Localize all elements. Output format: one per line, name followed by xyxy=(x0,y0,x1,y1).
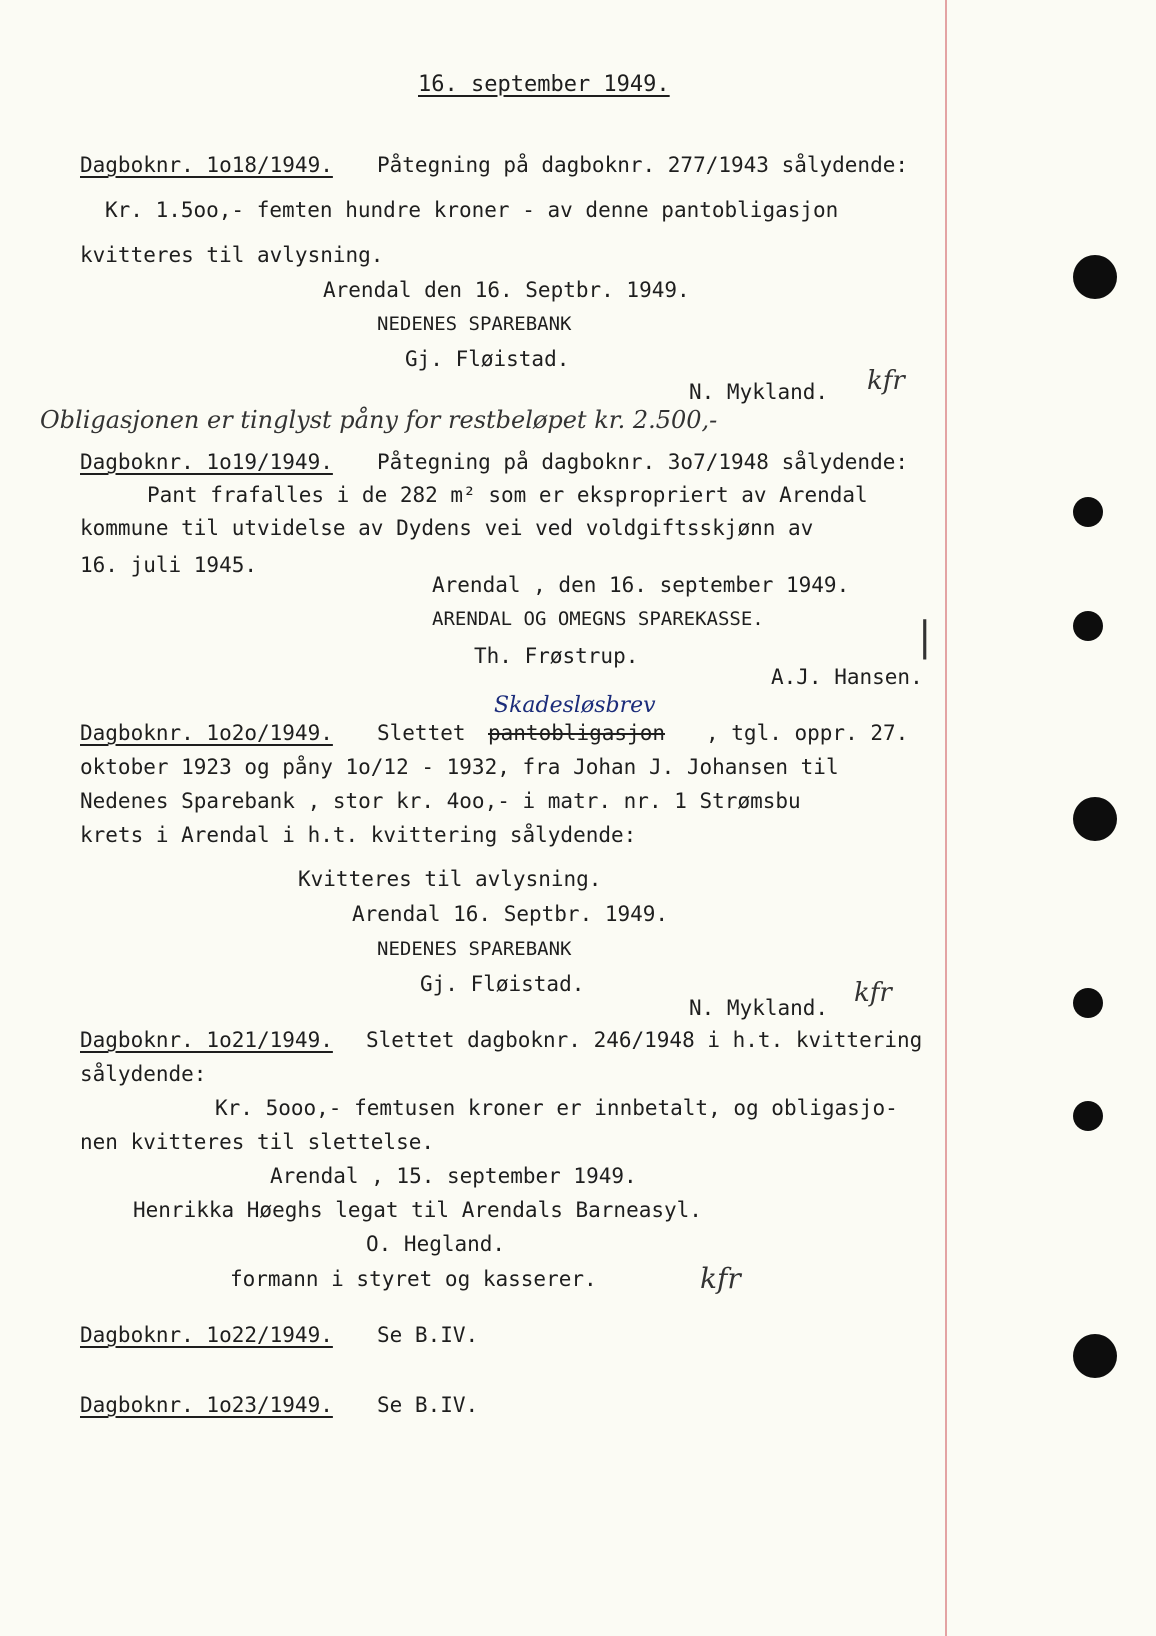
entry-number: Dagboknr. 1o22/1949. xyxy=(80,1323,333,1347)
punch-hole xyxy=(1073,797,1117,841)
handwritten-initials: kfr xyxy=(700,1262,741,1295)
punch-hole xyxy=(1073,1334,1117,1378)
entry-number: Dagboknr. 1o2o/1949. xyxy=(80,721,333,745)
punch-hole xyxy=(1073,988,1103,1018)
place-date: Arendal , 15. september 1949. xyxy=(270,1164,637,1188)
bank-name: ARENDAL OG OMEGNS SPAREKASSE. xyxy=(432,608,764,630)
signer: N. Mykland. xyxy=(689,380,829,404)
handwritten-mark: | xyxy=(918,614,932,660)
punch-hole xyxy=(1073,1101,1103,1131)
entry-line: oktober 1923 og påny 1o/12 - 1932, fra Johan J. Johansen til xyxy=(80,755,839,779)
signer: N. Mykland. xyxy=(689,996,829,1020)
entry-line: Kvitteres til avlysning. xyxy=(298,867,602,891)
entry-line: Kr. 5ooo,- femtusen kroner er innbetalt, og obligasjo- xyxy=(215,1096,898,1120)
signer: A.J. Hansen. xyxy=(771,665,923,689)
entry-line: kvitteres til avlysning. xyxy=(80,243,384,267)
entry-line: nen kvitteres til slettelse. xyxy=(80,1130,435,1154)
punch-hole xyxy=(1073,611,1103,641)
entry-line: Henrikka Høeghs legat til Arendals Barneasyl. xyxy=(133,1198,702,1222)
signer: O. Hegland. xyxy=(366,1232,506,1256)
handwritten-insertion: Skadesløsbrev xyxy=(494,693,656,718)
entry-line: sålydende: xyxy=(80,1062,207,1086)
signer: Gj. Fløistad. xyxy=(420,972,585,996)
bank-name: NEDENES SPAREBANK xyxy=(377,938,572,960)
entry-text: Slettet dagboknr. 246/1948 i h.t. kvittering xyxy=(366,1028,923,1052)
entry-text: , tgl. oppr. 27. xyxy=(706,721,909,745)
handwritten-note: Obligasjonen er tinglyst påny for restbeløpet kr. 2.500,- xyxy=(40,406,718,434)
bank-name: NEDENES SPAREBANK xyxy=(377,313,572,335)
entry-number: Dagboknr. 1o21/1949. xyxy=(80,1028,333,1052)
page-heading: 16. september 1949. xyxy=(418,72,670,97)
entry-text: Påtegning på dagboknr. 3o7/1948 sålydende: xyxy=(377,450,909,474)
entry-line: kommune til utvidelse av Dydens vei ved voldgiftsskjønn av xyxy=(80,516,814,540)
entry-text: Påtegning på dagboknr. 277/1943 sålydende: xyxy=(377,153,909,177)
handwritten-initials: kfr xyxy=(867,366,905,396)
signer: Th. Frøstrup. xyxy=(474,644,639,668)
entry-text: Slettet xyxy=(377,721,466,745)
entry-line: formann i styret og kasserer. xyxy=(230,1267,597,1291)
entry-number: Dagboknr. 1o19/1949. xyxy=(80,450,333,474)
entry-line: Kr. 1.5oo,- femten hundre kroner - av denne pantobligasjon xyxy=(105,198,839,222)
entry-line: Nedenes Sparebank , stor kr. 4oo,- i matr. nr. 1 Strømsbu xyxy=(80,789,801,813)
signer: Gj. Fløistad. xyxy=(405,347,570,371)
entry-number: Dagboknr. 1o18/1949. xyxy=(80,153,333,177)
handwritten-initials: kfr xyxy=(854,978,892,1008)
entry-text: Se B.IV. xyxy=(377,1323,479,1347)
punch-hole xyxy=(1073,497,1103,527)
place-date: Arendal , den 16. september 1949. xyxy=(432,573,850,597)
entry-number: Dagboknr. 1o23/1949. xyxy=(80,1393,333,1417)
place-date: Arendal 16. Septbr. 1949. xyxy=(352,902,669,926)
entry-line: 16. juli 1945. xyxy=(80,553,258,577)
entry-line: krets i Arendal i h.t. kvittering sålydende: xyxy=(80,823,637,847)
entry-text: Se B.IV. xyxy=(377,1393,479,1417)
punch-hole xyxy=(1073,255,1117,299)
margin-line xyxy=(945,0,947,1636)
struck-text: pantobligasjon xyxy=(488,721,666,745)
place-date: Arendal den 16. Septbr. 1949. xyxy=(323,278,690,302)
entry-line: Pant frafalles i de 282 m² som er ekspropriert av Arendal xyxy=(147,483,868,507)
